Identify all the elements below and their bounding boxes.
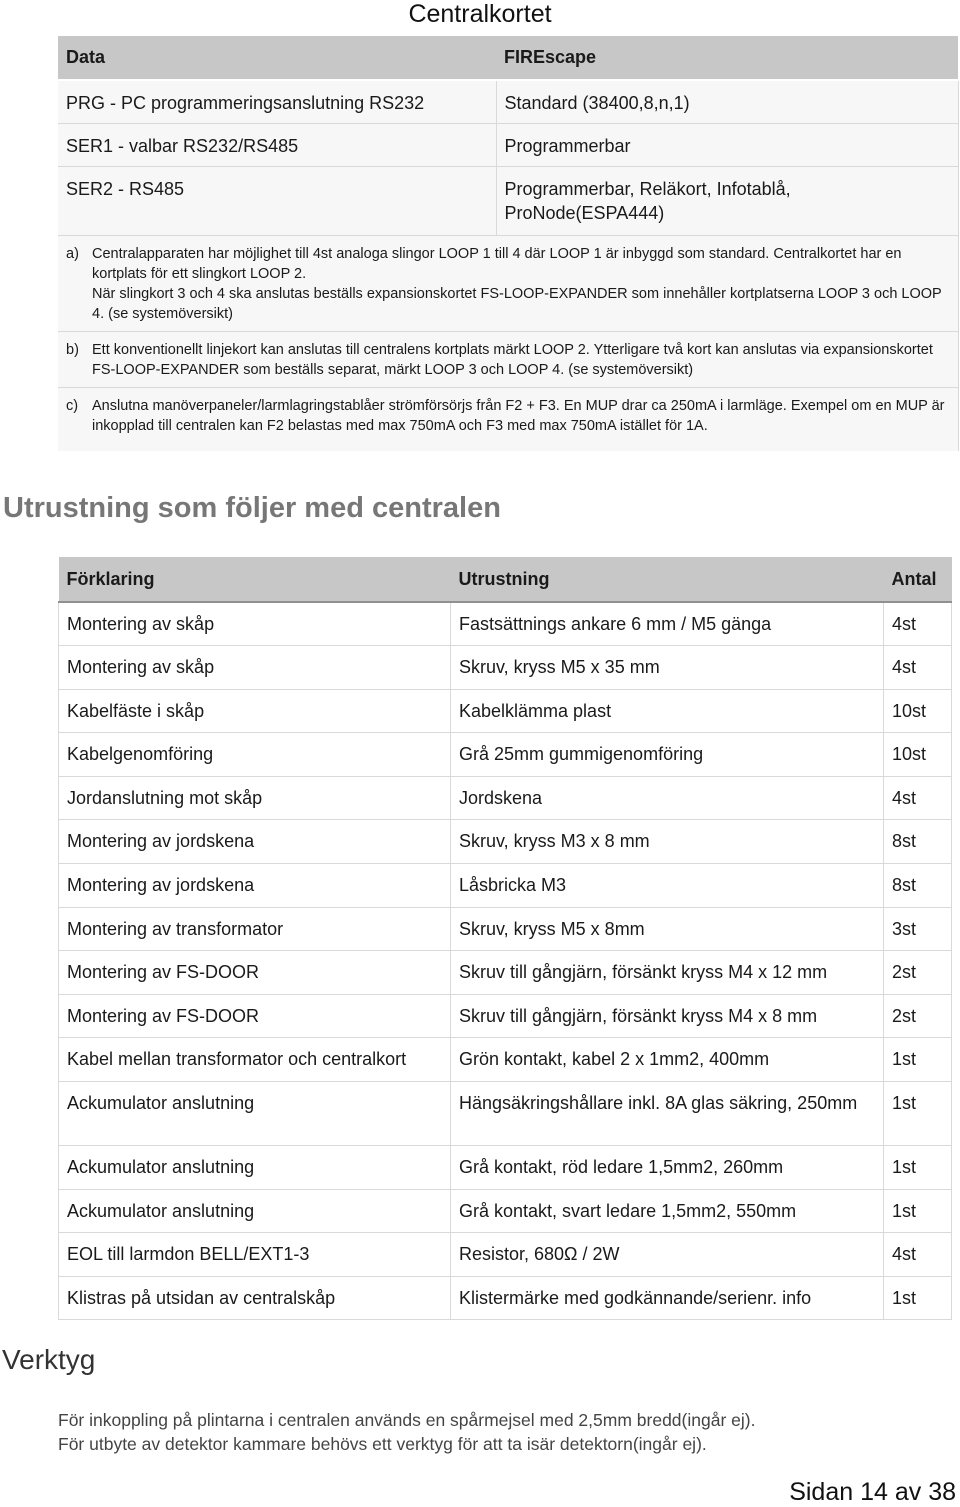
table-row [59,1082,952,1146]
table-row [59,776,952,820]
cell-antal: 4st [884,776,952,820]
cell-antal: 1st [884,1146,952,1190]
cell-utrustning: Grön kontakt, kabel 2 x 1mm2, 400mm [451,1038,884,1082]
table-row [59,820,952,864]
header-antal: Antal [884,557,952,602]
data-table [58,36,959,451]
cell-utrustning: Grå 25mm gummigenomföring [451,733,884,777]
table-row [59,907,952,951]
cell-forklaring: Montering av skåp [59,602,451,646]
cell-setting: Standard (38400,8,n,1) [496,80,958,123]
cell-interface: SER1 - valbar RS232/RS485 [58,123,496,166]
cell-forklaring: Kabel mellan transformator och centralkort [59,1038,451,1082]
tools-line: För inkoppling på plintarna i centralen används en spårmejsel med 2,5mm bredd(ingår ej). [58,1410,756,1430]
cell-utrustning: Skruv till gångjärn, försänkt kryss M4 x 8 mm [451,994,884,1038]
cell-forklaring: Kabelfäste i skåp [59,689,451,733]
table-row [59,951,952,995]
cell-utrustning: Fastsättnings ankare 6 mm / M5 gänga [451,602,884,646]
table-row [59,1276,952,1320]
cell-utrustning: Hängsäkringshållare inkl. 8A glas säkring, 250mm [451,1082,884,1146]
note-row-a [58,235,958,331]
cell-antal: 1st [884,1038,952,1082]
cell-antal: 4st [884,646,952,690]
cell-forklaring: Klistras på utsidan av centralskåp [59,1276,451,1320]
table-row [59,1146,952,1190]
table-row [58,80,958,123]
cell-forklaring: Montering av transformator [59,907,451,951]
page-number: Sidan 14 av 38 [789,1478,956,1506]
data-table-header [58,36,958,80]
cell-forklaring: Montering av FS-DOOR [59,951,451,995]
cell-forklaring: Montering av jordskena [59,864,451,908]
cell-forklaring: Jordanslutning mot skåp [59,776,451,820]
table-row [59,689,952,733]
cell-antal: 1st [884,1189,952,1233]
cell-utrustning: Jordskena [451,776,884,820]
cell-antal: 10st [884,733,952,777]
cell-utrustning: Grå kontakt, röd ledare 1,5mm2, 260mm [451,1146,884,1190]
table-row [59,1038,952,1082]
cell-utrustning: Kabelklämma plast [451,689,884,733]
cell-utrustning: Skruv, kryss M5 x 8mm [451,907,884,951]
table-row [59,733,952,777]
note-letter: c) [66,397,79,414]
header-data: Data [58,36,496,80]
equipment-heading: Utrustning som följer med centralen [3,492,501,524]
tools-text [58,1408,755,1456]
cell-forklaring: Ackumulator anslutning [59,1082,451,1146]
cell-forklaring: Ackumulator anslutning [59,1189,451,1233]
table-row [59,1233,952,1277]
cell-antal: 4st [884,602,952,646]
cell-utrustning: Grå kontakt, svart ledare 1,5mm2, 550mm [451,1189,884,1233]
cell-utrustning: Resistor, 680Ω / 2W [451,1233,884,1277]
cell-forklaring: EOL till larmdon BELL/EXT1-3 [59,1233,451,1277]
cell-antal: 2st [884,994,952,1038]
table-row [59,864,952,908]
tools-line: För utbyte av detektor kammare behövs ett verktyg för att ta isär detektorn(ingår ej). [58,1434,707,1454]
note-text: Anslutna manöverpaneler/larmlagringstablåer strömförsörjs från F2 + F3. En MUP drar ca 250mA i larmläge. Exempel om en MUP är inkopplad till centralen kan F2 belastas med max 750mA och F3 med max 750mA istället för 1A. [92,397,945,434]
cell-antal: 10st [884,689,952,733]
cell-utrustning: Skruv, kryss M3 x 8 mm [451,820,884,864]
note-letter: a) [66,245,79,262]
equipment-table-header [59,557,952,602]
cell-antal: 8st [884,820,952,864]
cell-forklaring: Montering av FS-DOOR [59,994,451,1038]
note-row-b [58,331,958,387]
cell-forklaring: Kabelgenomföring [59,733,451,777]
cell-antal: 1st [884,1082,952,1146]
cell-antal: 2st [884,951,952,995]
table-row [59,1189,952,1233]
cell-interface: PRG - PC programmeringsanslutning RS232 [58,80,496,123]
table-row [59,602,952,646]
note-letter: b) [66,341,79,358]
cell-forklaring: Montering av skåp [59,646,451,690]
header-utrustning: Utrustning [451,557,884,602]
note-text: Ett konventionellt linjekort kan anslutas till centralens kortplats märkt LOOP 2. Ytterligare två kort kan anslutas via expansionskortet FS-LOOP-EXPANDER som beställs separat, märkt LOOP 3 och LOOP 4. (se systemöversikt) [92,341,933,378]
note-row-c [58,387,958,451]
cell-antal: 3st [884,907,952,951]
table-row [58,166,958,235]
cell-forklaring: Montering av jordskena [59,820,451,864]
note-text: När slingkort 3 och 4 ska anslutas beställs expansionskortet FS-LOOP-EXPANDER som innehåller kortplatserna LOOP 3 och LOOP 4. (se systemöversikt) [92,285,942,322]
cell-forklaring: Ackumulator anslutning [59,1146,451,1190]
cell-utrustning: Låsbricka M3 [451,864,884,908]
page-title: Centralkortet [408,0,552,28]
equipment-table [58,557,952,1320]
table-row [58,123,958,166]
table-row [59,994,952,1038]
cell-antal: 1st [884,1276,952,1320]
cell-utrustning: Skruv, kryss M5 x 35 mm [451,646,884,690]
cell-setting: Programmerbar [496,123,958,166]
cell-antal: 8st [884,864,952,908]
header-forklaring: Förklaring [59,557,451,602]
cell-setting: Programmerbar, Reläkort, Infotablå, ProNode(ESPA444) [496,166,958,235]
tools-heading: Verktyg [2,1344,96,1375]
header-firescape: FIREscape [496,36,958,80]
cell-interface: SER2 - RS485 [58,166,496,235]
cell-utrustning: Skruv till gångjärn, försänkt kryss M4 x 12 mm [451,951,884,995]
table-row [59,646,952,690]
cell-antal: 4st [884,1233,952,1277]
cell-utrustning: Klistermärke med godkännande/serienr. info [451,1276,884,1320]
note-text: Centralapparaten har möjlighet till 4st analoga slingor LOOP 1 till 4 där LOOP 1 är inbyggd som standard. Centralkortet har en kortplats för ett slingkort LOOP 2. [92,245,902,282]
